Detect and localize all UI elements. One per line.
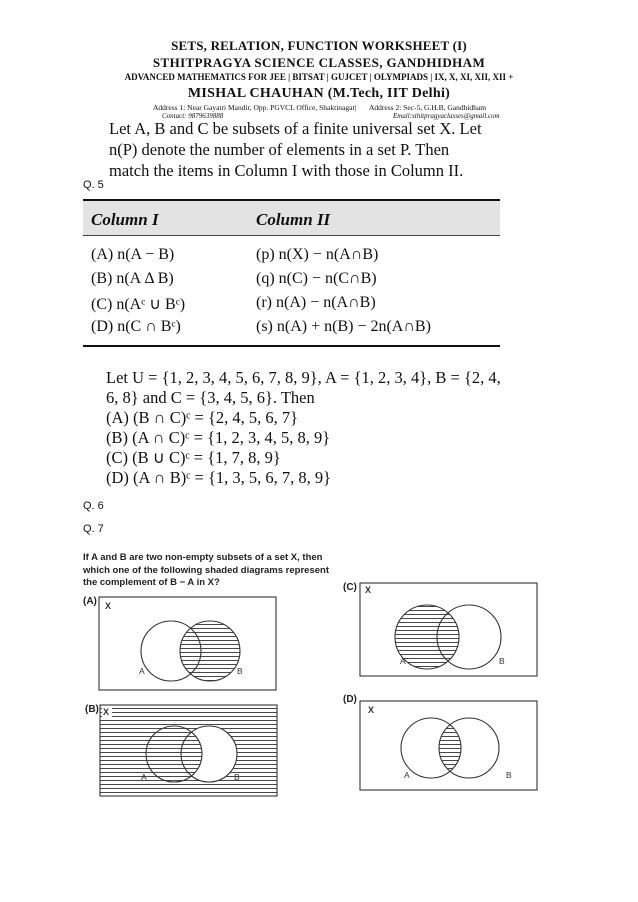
- contact-email: Email:sthitpragyaclasses@gmail.com: [393, 112, 500, 120]
- set-b-label: B: [237, 666, 243, 676]
- set-b-label: B: [506, 770, 512, 780]
- universe-label: X: [365, 585, 372, 595]
- venn-diagram-d: [359, 700, 539, 792]
- q6-line: Let U = {1, 2, 3, 4, 5, 6, 7, 8, 9}, A = {1, 2, 3, 4}, B = {2, 4,: [106, 368, 501, 387]
- teacher-name: MISHAL CHAUHAN (M.Tech, IIT Delhi): [187, 86, 451, 101]
- table-row: [83, 267, 500, 291]
- courses-line: ADVANCED MATHEMATICS FOR JEE | BITSAT | GUJCET | OLYMPIADS | IX, X, XI, XII, XII +: [124, 72, 514, 82]
- q7-intro-line: which one of the following shaded diagrams represent: [83, 564, 329, 576]
- column-1-cell: (A) n(A − B): [91, 246, 175, 263]
- venn-diagram-c: [359, 582, 539, 678]
- institute-name: STHITPRAGYA SCIENCE CLASSES, GANDHIDHAM: [152, 55, 486, 70]
- column-2-cell: (q) n(C) − n(C∩B): [256, 270, 377, 287]
- q5-label: Q. 5: [83, 179, 104, 191]
- column-1-cell: (B) n(A Δ B): [91, 270, 174, 287]
- q5-intro-line: n(P) denote the number of elements in a set P. Then: [109, 140, 450, 159]
- column-2-cell: (p) n(X) − n(A∩B): [256, 246, 379, 263]
- q6-option: (C) (B ∪ C)ᶜ = {1, 7, 8, 9}: [106, 448, 281, 467]
- set-a-label: A: [404, 770, 410, 780]
- option-d-label: (D): [343, 694, 357, 705]
- table-bottom-rule: [83, 345, 500, 347]
- column-1-cell: (C) n(Aᶜ ∪ Bᶜ): [91, 296, 186, 313]
- q6-question: [106, 368, 516, 488]
- table-row: [83, 243, 500, 267]
- address-1: Address 1: Near Gayatri Mandir, Opp. PGVCL Office, Shaktinagar|: [153, 103, 357, 112]
- q7-intro-line: If A and B are two non-empty subsets of a set X, then: [83, 552, 323, 563]
- set-b-label: B: [499, 656, 505, 666]
- q7-intro: [83, 552, 343, 590]
- q7-intro-line: the complement of B − A in X?: [83, 577, 220, 588]
- option-b-label: (B): [85, 704, 99, 715]
- universe-label: X: [368, 705, 375, 715]
- q5-intro-line: match the items in Column I with those in Column II.: [109, 161, 464, 180]
- q6-label: Q. 6: [83, 500, 104, 512]
- q6-option: (B) (A ∩ C)ᶜ = {1, 2, 3, 4, 5, 8, 9}: [106, 428, 331, 447]
- column-1-header: Column I: [91, 210, 159, 229]
- q5-intro-line: Let A, B and C be subsets of a finite universal set X. Let: [109, 119, 482, 138]
- q6-option: (D) (A ∩ B)ᶜ = {1, 3, 5, 6, 7, 8, 9}: [106, 468, 332, 487]
- column-2-cell: (s) n(A) + n(B) − 2n(A∩B): [256, 318, 431, 335]
- q6-line: 6, 8} and C = {3, 4, 5, 6}. Then: [106, 388, 315, 407]
- option-c-label: (C): [343, 582, 357, 593]
- contact-number: Contact: 9879639888: [162, 112, 224, 120]
- venn-diagram-a: [98, 596, 278, 692]
- table-header: [83, 201, 500, 235]
- set-a-label: A: [139, 666, 145, 676]
- set-a-label: A: [141, 772, 147, 782]
- column-2-cell: (r) n(A) − n(A∩B): [256, 294, 376, 311]
- option-a-label: (A): [83, 596, 97, 607]
- worksheet-title: SETS, RELATION, FUNCTION WORKSHEET (I): [171, 38, 467, 53]
- column-1-cell: (D) n(C ∩ Bᶜ): [91, 318, 181, 335]
- match-table: [83, 199, 500, 347]
- address-2: Address 2: Sec-5, G.H.B, Gandhidham: [369, 103, 487, 112]
- table-row: [83, 291, 500, 315]
- column-2-header: Column II: [256, 210, 331, 229]
- q7-label: Q. 7: [83, 523, 104, 535]
- q5-intro: [109, 118, 509, 181]
- set-a-label: A: [400, 656, 406, 666]
- venn-diagram-b: [99, 704, 279, 798]
- set-b-label: B: [234, 772, 240, 782]
- table-row: [83, 315, 500, 339]
- universe-label: X: [103, 707, 110, 717]
- q6-option: (A) (B ∩ C)ᶜ = {2, 4, 5, 6, 7}: [106, 408, 299, 427]
- universe-label: X: [105, 601, 112, 611]
